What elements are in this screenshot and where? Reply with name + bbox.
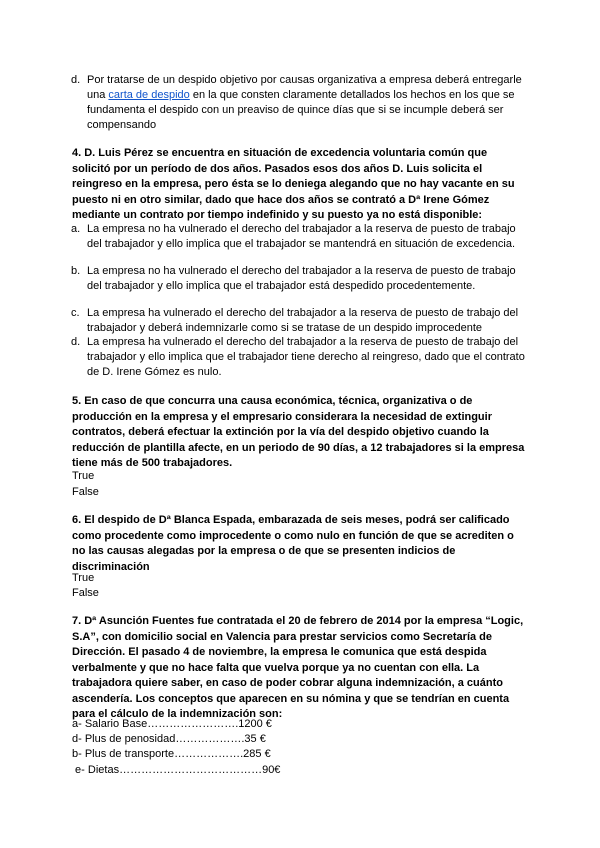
option-text: La empresa ha vulnerado el derecho del trabajador a la reserva de puesto de trabajo del trabajador y deberá indemnizarle como si se tratase de un despido improcedente <box>87 307 519 334</box>
question-6: 6. El despido de Dª Blanca Espada, embarazada de seis meses, podrá ser calificado como procedente como improcedente o como nulo en función de que se acrediten o no las causas alegadas por la empresa o de que se presenten indicios de discriminación <box>72 514 514 573</box>
question-5: 5. En caso de que concurra una causa económica, técnica, organizativa o de producción en la empresa y el empresario considerara la necesidad de extinguir contratos, deberá efectuar la extinción por la vía del despido objetivo cuando la reducción de plantilla afecte, en un periodo de 90 días, a 12 trabajadores si la empresa tiene más de 500 trabajadores. <box>72 395 525 469</box>
option-text-after: en la que consten claramente detallados los hechos en los que se fundamenta el despido con un preaviso de quince días que si se incumple deberá ser compensando <box>87 89 515 131</box>
option-marker: d. <box>71 74 81 86</box>
option-marker: d. <box>71 336 81 348</box>
salary-item: b- Plus de transporte……………….285 € <box>72 748 271 760</box>
q4-option-b <box>71 264 527 294</box>
carta-de-despido-link[interactable]: carta de despido <box>108 89 190 101</box>
q6-false-option[interactable]: False <box>72 587 99 599</box>
q6-true-option[interactable]: True <box>72 572 95 584</box>
q5-false-option[interactable]: False <box>72 486 99 498</box>
q3-option-d <box>71 73 527 133</box>
q4-option-d <box>71 335 527 380</box>
salary-item: a- Salario Base…………………….1200 € <box>72 718 272 730</box>
option-text: La empresa no ha vulnerado el derecho del trabajador a la reserva de puesto de trabajo del trabajador y ello implica que el trabajador se mantendrá en situación de excedencia. <box>87 223 516 250</box>
question-7: 7. Dª Asunción Fuentes fue contratada el 20 de febrero de 2014 por la empresa “Logic, S.A”, con domicilio social en Valencia para prestar servicios como Secretaría de Dirección. El pasado 4 de noviembre, la empresa le comunica que está despida verbalmente y que no hace falta que vuelva porque ya no cuentan con ella. La trabajadora quiere saber, en caso de poder cobrar alguna indemnización, a cuánto ascendería. Los conceptos que aparecen en su nómina y que se tendrían en cuenta para el cálculo de la indemnización son: <box>72 615 524 720</box>
option-text: La empresa ha vulnerado el derecho del trabajador a la reserva de puesto de trabajo del trabajador y ello implica que el trabajador tiene derecho al reingreso, dado que el contrato de D. Irene Gómez es nulo. <box>87 336 525 378</box>
option-marker: b. <box>71 265 81 277</box>
salary-item: d- Plus de penosidad……………….35 € <box>72 733 266 745</box>
q5-true-option[interactable]: True <box>72 470 95 482</box>
question-4: 4. D. Luis Pérez se encuentra en situación de excedencia voluntaria común que solicitó por un período de dos años. Pasados esos dos años D. Luis solicita el reingreso en la empresa, pero ésta se lo deniega alegando que no hay vacante en su puesto ni en otro similar, dado que hace dos años se contrató a Dª Irene Gómez mediante un contrato por tiempo indefinido y su puesto ya no está disponible: <box>72 147 515 221</box>
salary-item: e- Dietas…………………………………90€ <box>72 764 281 776</box>
option-text: La empresa no ha vulnerado el derecho del trabajador a la reserva de puesto de trabajo del trabajador y ello implica que el trabajador está despedido procedentemente. <box>87 265 516 292</box>
option-text: Por tratarse de un despido objetivo por causas organizativa a empresa deberá entregarle una <box>87 74 522 101</box>
q4-option-a <box>71 222 527 252</box>
option-marker: c. <box>71 307 80 319</box>
q4-option-c <box>71 306 527 336</box>
option-marker: a. <box>71 223 81 235</box>
